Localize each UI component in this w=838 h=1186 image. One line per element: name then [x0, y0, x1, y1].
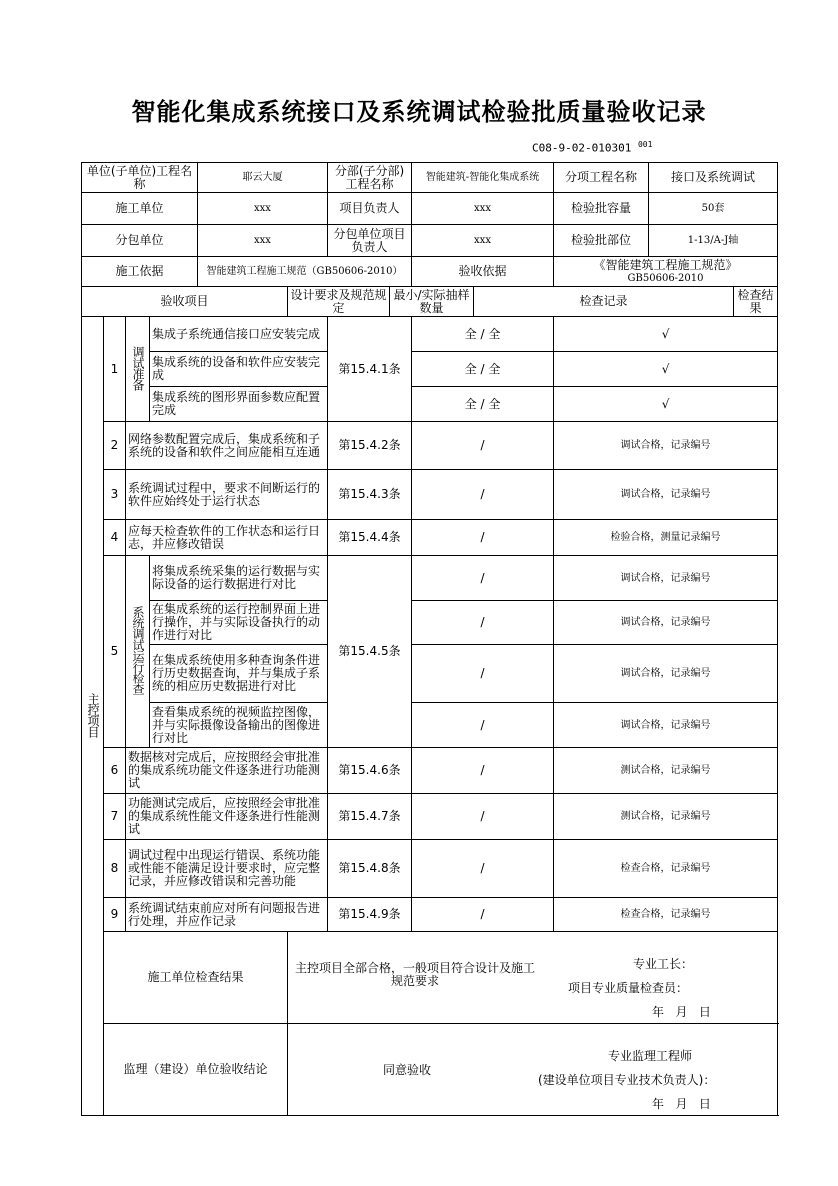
pm-label: 项目负责人: [328, 193, 412, 225]
col-result: 检查结果: [734, 287, 778, 317]
item-sample: /: [412, 601, 554, 645]
acceptance-basis-label: 验收依据: [412, 257, 554, 287]
owner-rep-label: (建设单位项目专业技术负责人)：: [538, 1073, 716, 1087]
row-no: 2: [104, 422, 126, 470]
code-suffix: 001: [637, 140, 653, 149]
supervisor-label: 监理（建设）单位验收结论: [104, 1024, 288, 1116]
main-control-cell: [82, 317, 104, 1116]
part-label: 检验批部位: [554, 225, 649, 257]
inspection-record-table: [81, 162, 778, 1116]
item-sample: 全 / 全: [412, 387, 554, 422]
item-clause: 第15.4.8条: [328, 840, 412, 898]
acceptance-basis-line-1: 《智能建筑工程施工规范》: [593, 257, 738, 272]
group-label: 系统调试运行检查: [131, 606, 145, 694]
col-item: 验收项目: [82, 287, 288, 317]
row-no: 7: [104, 794, 126, 840]
item-sample: /: [412, 898, 554, 932]
acceptance-basis-value: [554, 257, 778, 287]
item-sample: 全 / 全: [412, 352, 554, 387]
item-record: √: [554, 352, 778, 387]
contractor-check-text: 主控项目全部合格，一般项目符合设计及施工规范要求: [294, 961, 535, 988]
division-label: 分部(子分部)工程名称: [328, 163, 412, 193]
foreman-label: 专业工长：: [633, 957, 694, 971]
item-text: 应每天检查软件的工作状态和运行日志，并应修改错误: [126, 520, 328, 556]
item-record: √: [554, 317, 778, 352]
supervisor-text: 同意验收: [383, 1063, 432, 1077]
item-text: 集成系统的图形界面参数应配置完成: [150, 387, 328, 422]
group-cell: [126, 556, 150, 748]
sub-pm-label: 分包单位项目负责人: [328, 225, 412, 257]
item-clause: 第15.4.7条: [328, 794, 412, 840]
acceptance-basis-line-2: GB50606-2010: [627, 272, 704, 284]
item-clause: 第15.4.2条: [328, 422, 412, 470]
main-control-label: 主控项目: [86, 692, 100, 737]
item-text: 功能测试完成后，应按照经会审批准的集成系统性能文件逐条进行性能测试: [126, 794, 328, 840]
item-sample: /: [412, 520, 554, 556]
item-record: 检查合格，记录编号: [554, 840, 778, 898]
pm-value: xxx: [412, 193, 554, 225]
row-no: 5: [104, 556, 126, 748]
subcontractor-value: xxx: [198, 225, 328, 257]
item-clause: 第15.4.5条: [328, 556, 412, 748]
item-sample: /: [412, 556, 554, 601]
item-text: 网络参数配置完成后，集成系统和子系统的设备和软件之间应能相互连通: [126, 422, 328, 470]
capacity-label: 检验批容量: [554, 193, 649, 225]
row-no: 8: [104, 840, 126, 898]
date-2: 年 月 日: [652, 1097, 711, 1111]
subitem-label: 分项工程名称: [554, 163, 649, 193]
engineer-label: 专业监理工程师: [608, 1049, 693, 1063]
item-text: 查看集成系统的视频监控图像，并与实际摄像设备输出的图像进行对比: [150, 703, 328, 748]
item-record: 调试合格，记录编号: [554, 556, 778, 601]
row-no: 6: [104, 748, 126, 794]
basis-value: 智能建筑工程施工规范（GB50606-2010）: [198, 257, 412, 287]
item-text: 在集成系统的运行控制界面上进行操作，并与实际设备执行的动作进行对比: [150, 601, 328, 645]
item-record: 检查合格，记录编号: [554, 898, 778, 932]
item-text: 在集成系统使用多种查询条件进行历史数据查询，并与集成子系统的相应历史数据进行对比: [150, 645, 328, 703]
supervisor-cell: [288, 1024, 778, 1116]
contractor-value: xxx: [198, 193, 328, 225]
item-text: 数据核对完成后，应按照经会审批准的集成系统功能文件逐条进行功能测试: [126, 748, 328, 794]
code-number: C08-9-02-010301: [532, 141, 632, 155]
item-record: 测试合格，记录编号: [554, 794, 778, 840]
row-no: 4: [104, 520, 126, 556]
document-code: [532, 140, 652, 155]
subcontractor-label: 分包单位: [82, 225, 198, 257]
item-text: 系统调试结束前应对所有问题报告进行处理，并应作记录: [126, 898, 328, 932]
part-value: 1-13/A-J轴: [649, 225, 778, 257]
item-clause: 第15.4.3条: [328, 470, 412, 520]
item-sample: /: [412, 703, 554, 748]
item-text: 集成子系统通信接口应安装完成: [150, 317, 328, 352]
page-title: 智能化集成系统接口及系统调试检验批质量验收记录: [131, 98, 707, 126]
item-record: 调试合格，记录编号: [554, 422, 778, 470]
item-record: 调试合格，记录编号: [554, 645, 778, 703]
item-record: 检验合格，测量记录编号: [554, 520, 778, 556]
item-text: 系统调试过程中，要求不间断运行的软件应始终处于运行状态: [126, 470, 328, 520]
item-sample: /: [412, 748, 554, 794]
item-clause: 第15.4.4条: [328, 520, 412, 556]
item-text: 集成系统的设备和软件应安装完成: [150, 352, 328, 387]
unit-value: 耶云大厦: [198, 163, 328, 193]
group-label: 调试准备: [131, 345, 145, 390]
item-sample: /: [412, 422, 554, 470]
contractor-label: 施工单位: [82, 193, 198, 225]
item-clause: 第15.4.9条: [328, 898, 412, 932]
row-no: 1: [104, 317, 126, 422]
item-record: √: [554, 387, 778, 422]
group-cell: [126, 317, 150, 422]
col-sampling: 最小/实际抽样数量: [390, 287, 474, 317]
item-clause: 第15.4.6条: [328, 748, 412, 794]
item-record: 调试合格，记录编号: [554, 601, 778, 645]
col-record: 检查记录: [474, 287, 734, 317]
item-record: 调试合格，记录编号: [554, 470, 778, 520]
row-no: 9: [104, 898, 126, 932]
item-sample: /: [412, 840, 554, 898]
capacity-value: 50套: [649, 193, 778, 225]
item-sample: /: [412, 470, 554, 520]
col-design: 设计要求及规范规定: [288, 287, 390, 317]
item-sample: /: [412, 794, 554, 840]
item-clause: 第15.4.1条: [328, 317, 412, 422]
item-sample: 全 / 全: [412, 317, 554, 352]
contractor-check-cell: [288, 932, 778, 1024]
date-1: 年 月 日: [652, 1005, 711, 1019]
contractor-check-label: 施工单位检查结果: [104, 932, 288, 1024]
item-text: 调试过程中出现运行错误、系统功能或性能不能满足设计要求时，应完整记录，并应修改错误和完善功能: [126, 840, 328, 898]
qc-label: 项目专业质量检查员：: [568, 981, 689, 995]
item-text: 将集成系统采集的运行数据与实际设备的运行数据进行对比: [150, 556, 328, 601]
item-sample: /: [412, 645, 554, 703]
item-record: 测试合格，记录编号: [554, 748, 778, 794]
sub-pm-value: xxx: [412, 225, 554, 257]
item-record: 调试合格，记录编号: [554, 703, 778, 748]
row-no: 3: [104, 470, 126, 520]
division-value: 智能建筑-智能化集成系统: [412, 163, 554, 193]
unit-label: 单位(子单位)工程名称: [82, 163, 198, 193]
subitem-value: 接口及系统调试: [649, 163, 778, 193]
basis-label: 施工依据: [82, 257, 198, 287]
